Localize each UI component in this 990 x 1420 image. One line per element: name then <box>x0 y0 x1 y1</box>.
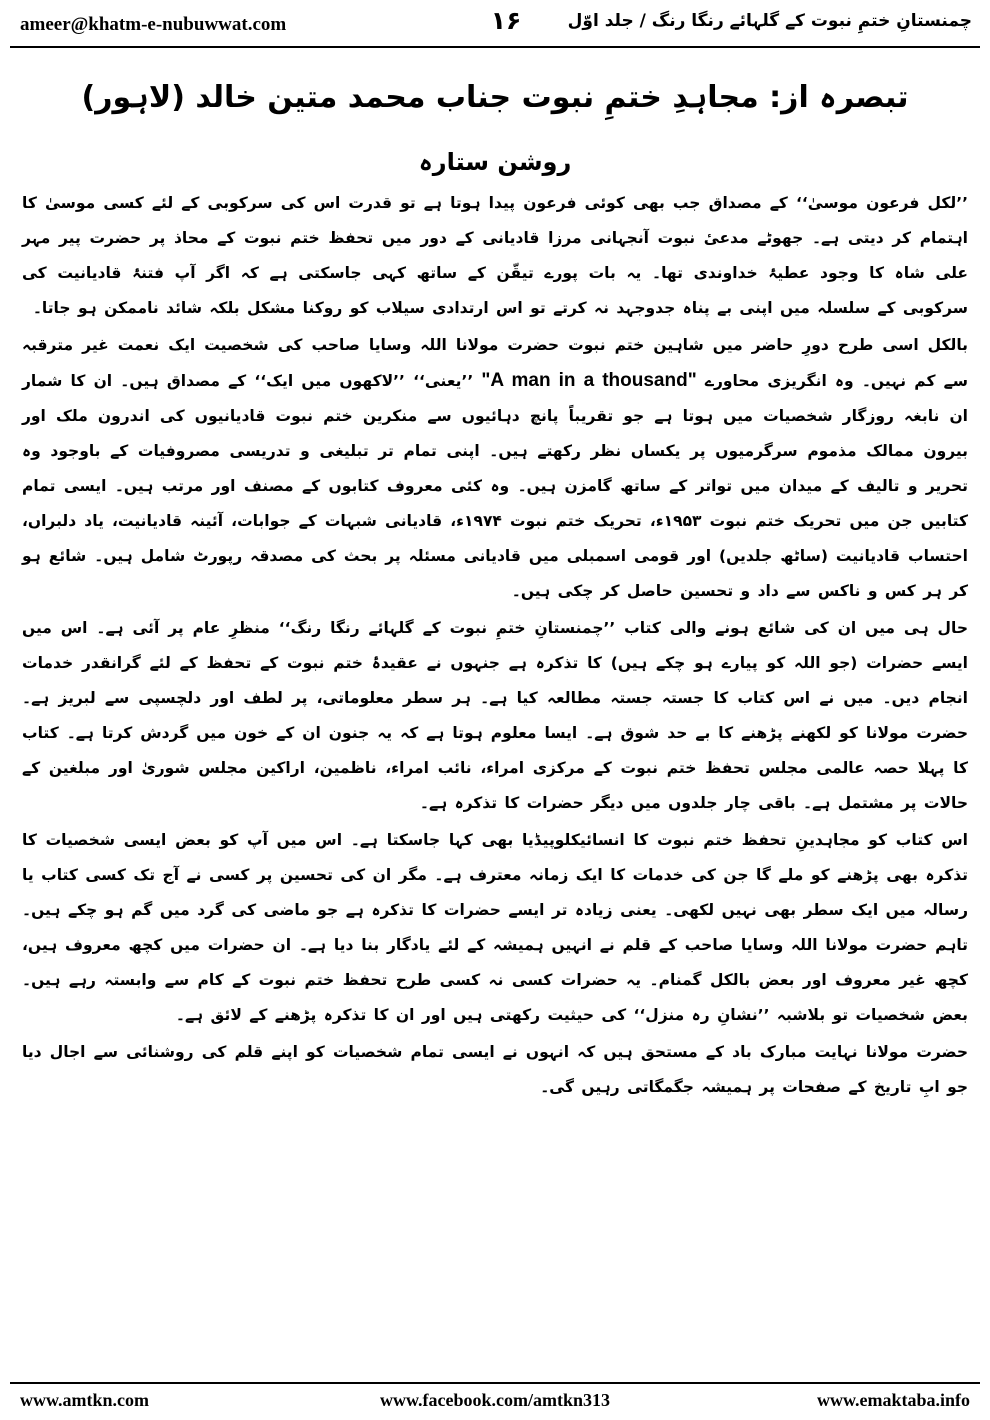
footer-link-emaktaba[interactable]: www.emaktaba.info <box>816 1390 970 1410</box>
header-divider <box>10 46 980 48</box>
header-email[interactable]: ameer@khatm-e-nubuwwat.com <box>20 14 287 35</box>
page-header <box>8 4 982 44</box>
article-body <box>22 186 968 1107</box>
paragraph-3: حال ہی میں ان کی شائع ہونے والی کتاب ’’چمنستانِ ختمِ نبوت کے گلہائے رنگا رنگ‘‘ منظرِ عام پر آئی ہے۔ اس میں ایسے حضرات (جو اللہ کو پیارے ہو چکے ہیں) کا تذکرہ ہے جنہوں نے عقیدۂ ختم نبوت کے تحفظ کے لئے گرانقدر خدمات انجام دیں۔ میں نے اس کتاب کا جستہ جستہ مطالعہ کیا ہے۔ ہر سطر معلوماتی، پر لطف اور دلچسپی سے لبریز ہے۔ حضرت مولانا کو لکھنے پڑھنے کا بے حد شوق ہے۔ ایسا معلوم ہوتا ہے کہ یہ جنون ان کے خون میں گردش کرتا ہے۔ کتاب کا پہلا حصہ عالمی مجلس تحفظ ختم نبوت کے مرکزی امراء، نائب امراء، ناظمین، اراکین مجلس شوریٰ اور مبلغین کے حالات پر مشتمل ہے۔ باقی چار جلدوں میں دیگر حضرات کا تذکرہ ہے۔ <box>22 619 968 812</box>
footer-divider <box>10 1382 980 1384</box>
page-footer <box>8 1386 982 1416</box>
header-book-title: چمنستانِ ختمِ نبوت کے گلہائے رنگا رنگ / جلد اوّل <box>567 11 972 31</box>
paragraph-1: ’’لکل فرعون موسیٰ‘‘ کے مصداق جب بھی کوئی فرعون پیدا ہوتا ہے تو قدرت اس کی سرکوبی کے لئے کسی موسیٰ کا اہتمام کر دیتی ہے۔ جھوٹے مدعیٔ نبوت آنجہانی مرزا قادیانی کے دور میں تحفظ ختم نبوت کے محاذ پر حضرت پیر مہر علی شاہ کا وجود عطیۂ خداوندی تھا۔ یہ بات پورے تیقّن کے ساتھ کہی جاسکتی ہے کہ اگر آپ فتنۂ قادیانیت کی سرکوبی کے سلسلہ میں اپنی بے پناہ جدوجہد نہ کرتے تو اس ارتدادی سیلاب کو روکنا مشکل بلکہ شائد ناممکن ہو جاتا۔ <box>22 194 968 317</box>
footer-link-amtkn[interactable]: www.amtkn.com <box>20 1390 149 1410</box>
paragraph-2-text: بالکل اسی طرح دورِ حاضر میں شاہین ختم نبوت حضرت مولانا اللہ وسایا صاحب کی شخصیت ایک نعمت غیر مترقبہ سے کم نہیں۔ وہ انگریزی محاورے <box>22 336 968 390</box>
article-subtitle: روشن ستارہ <box>418 148 572 176</box>
footer-link-facebook[interactable]: www.facebook.com/amtkn313 <box>380 1390 610 1410</box>
article-title: تبصرہ از: مجاہدِ ختمِ نبوت جناب محمد متین خالد (لاہور) <box>81 80 909 115</box>
english-phrase: "A man in a thousand" <box>481 370 697 391</box>
paragraph-4: اس کتاب کو مجاہدینِ تحفظ ختم نبوت کا انسائیکلوپیڈیا بھی کہا جاسکتا ہے۔ اس میں آپ کو بعض ایسی شخصیات کا تذکرہ بھی پڑھنے کو ملے گا جن کی خدمات کا ایک زمانہ معترف ہے۔ مگر ان کی تحسین پر کسی نے آج تک کسی کتاب یا رسالہ میں ایک سطر بھی نہیں لکھی۔ یعنی زیادہ تر ایسے حضرات کا تذکرہ ہے جو ماضی کی گرد میں گم ہو چکے ہیں۔ تاہم حضرت مولانا اللہ وسایا صاحب کے قلم نے انہیں ہمیشہ کے لئے یادگار بنا دیا ہے۔ ان حضرات میں کچھ معروف ہیں، کچھ غیر معروف اور بعض بالکل گمنام۔ یہ حضرات کسی نہ کسی طرح تحفظ ختم نبوت کے کام سے وابستہ رہے ہیں۔ بعض شخصیات تو بلاشبہ ’’نشانِ رہ منزل‘‘ کی حیثیت رکھتی ہیں اور ان کا تذکرہ پڑھنے کے لائق ہے۔ <box>22 831 968 1024</box>
paragraph-5: حضرت مولانا نہایت مبارک باد کے مستحق ہیں کہ انہوں نے ایسی تمام شخصیات کو اپنے قلم کی روشنائی سے اجال دیا جو ابِ تاریخ کے صفحات پر ہمیشہ جگمگاتی رہیں گی۔ <box>22 1043 968 1096</box>
page-number: ۱۶ <box>490 6 522 35</box>
paragraph-2-continuation: ’’یعنی‘‘ ’’لاکھوں میں ایک‘‘ کے مصداق ہیں۔ ان کا شمار ان نابغہ روزگار شخصیات میں ہوتا ہے جو تقریباً پانچ دہائیوں سے منکرین ختم نبوت قادیانیوں کی اندرون ملک اور بیرون ممالک مذموم سرگرمیوں پر یکساں نظر رکھتے ہیں۔ اپنی تمام تر تبلیغی و تدریسی مصروفیات کے باوجود وہ تحریر و تالیف کے میدان میں تواتر کے ساتھ گامزن ہیں۔ وہ کئی معروف کتابوں کے مصنف اور مرتب ہیں۔ ایسی تمام کتابیں جن میں تحریک ختم نبوت ۱۹۵۳ء، تحریک ختم نبوت ۱۹۷۴ء، قادیانی شبہات کے جوابات، آئینہ قادیانیت، یاد دلبراں، احتساب قادیانیت (ساٹھ جلدیں) اور قومی اسمبلی میں قادیانی مسئلہ پر بحث کی مصدقہ رپورٹ شامل ہیں۔ شائع ہو کر ہر کس و ناکس سے داد و تحسین حاصل کر چکی ہیں۔ <box>22 372 968 600</box>
paragraph-2 <box>22 328 968 609</box>
